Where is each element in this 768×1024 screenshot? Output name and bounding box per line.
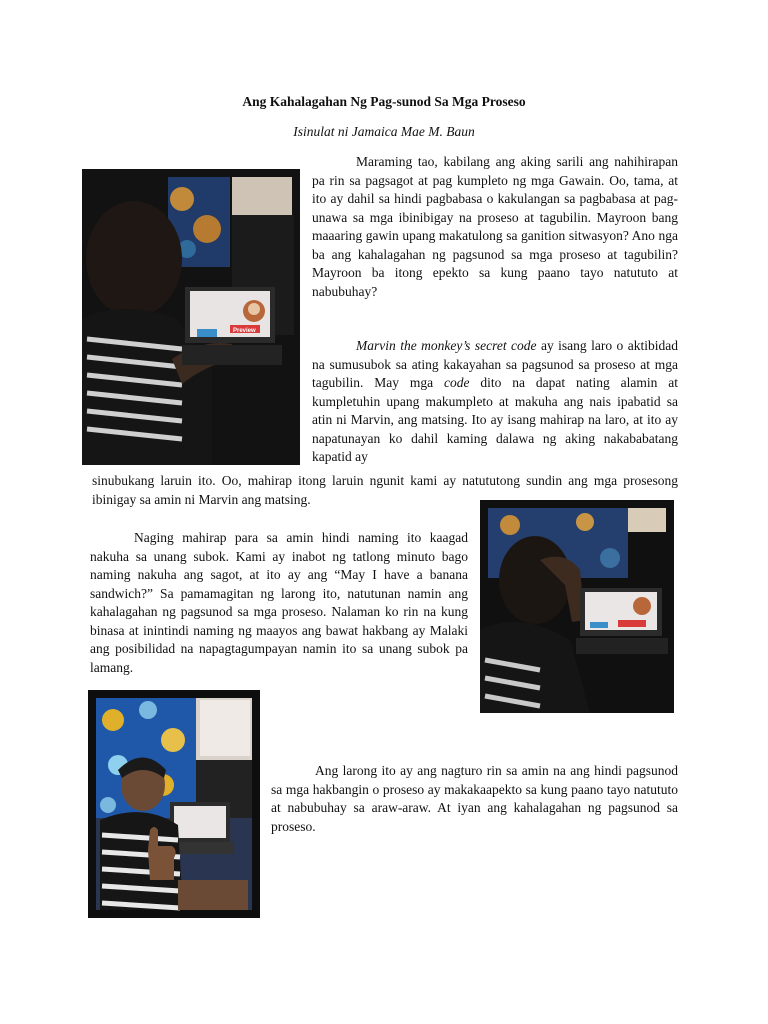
photo-student-thumbs-up	[88, 690, 260, 918]
paragraph-experience: Naging mahirap para sa amin hindi naming ito kaagad nakuha sa unang subok. Kami ay inabot ng tatlong minuto bago naming nakuha ang sagot, at ito ay ang “May I have a banana sandwich?” Sa pamamagitan ng larong ito, natutunan namin ang kahalagahan ng pagsunod sa mga proseso. Nalaman ko rin na kung binasa at inintindi naming ng maayos ang bawat hakbang ay Malaki ang posibilidad na napagtagumpayan namin ito sa unang subok pa lamang.	[90, 530, 468, 675]
document-author: Isinulat ni Jamaica Mae M. Baun	[293, 124, 475, 139]
paragraph-game: Marvin the monkey’s secret code ay isang laro o aktibidad na sumusubok sa ating kakayahan sa pagsunod sa proseso at mga tagubilin. May mga code dito na dapat nating alamin at kumpletuhin upang makumpleto at makuha ang nais ipabatid sa atin ni Marvin, ang matsing. Ito ay isang mahirap na laro, at ito ay napatunayan ko dahil kaming dalawa ng aking nakababatang kapatid ay	[312, 338, 679, 464]
screen-preview-label: Preview	[233, 328, 256, 334]
paragraph-intro: Maraming tao, kabilang ang aking sarili ang nahihirapan pa rin sa pagsagot at pag kumpleto ng mga Gawain. Oo, tama, at ito ay dahil sa hindi pagbabasa o kakulangan sa pagbabasa at pag-unawa sa mga ibinibigay na proseso at tagubilin. Mayroon bang maaaring gawin upang makatulong sa ganition sitwasyon? Ano nga ba ang kahalagahan ng pagsunod sa mga proseso at tagubilin? Mayroon ba itong epekto sa kung paano tayo natututo at nabubuhay?	[312, 154, 678, 299]
photo-student-playing	[82, 169, 300, 465]
game-title: Marvin the monkey’s secret code	[356, 338, 537, 353]
photo-student-thinking	[480, 500, 674, 713]
code-word: code	[444, 375, 470, 390]
paragraph-conclusion: Ang larong ito ay ang nagturo rin sa amin na ang hindi pagsunod sa mga hakbangin o proseso ay makakaapekto sa kung paano tayo natututo at nabubuhay sa araw-araw. At iyan ang kahalagahan ng pagsunod sa proseso.	[271, 763, 678, 834]
paragraph-game-continued: sinubukang laruin ito. Oo, mahirap itong laruin ngunit kami ay natututong sundin ang mga prosesong ibinigay sa amin ni Marvin ang matsing.	[92, 473, 678, 507]
document-title: Ang Kahalagahan Ng Pag-sunod Sa Mga Proseso	[242, 94, 526, 109]
